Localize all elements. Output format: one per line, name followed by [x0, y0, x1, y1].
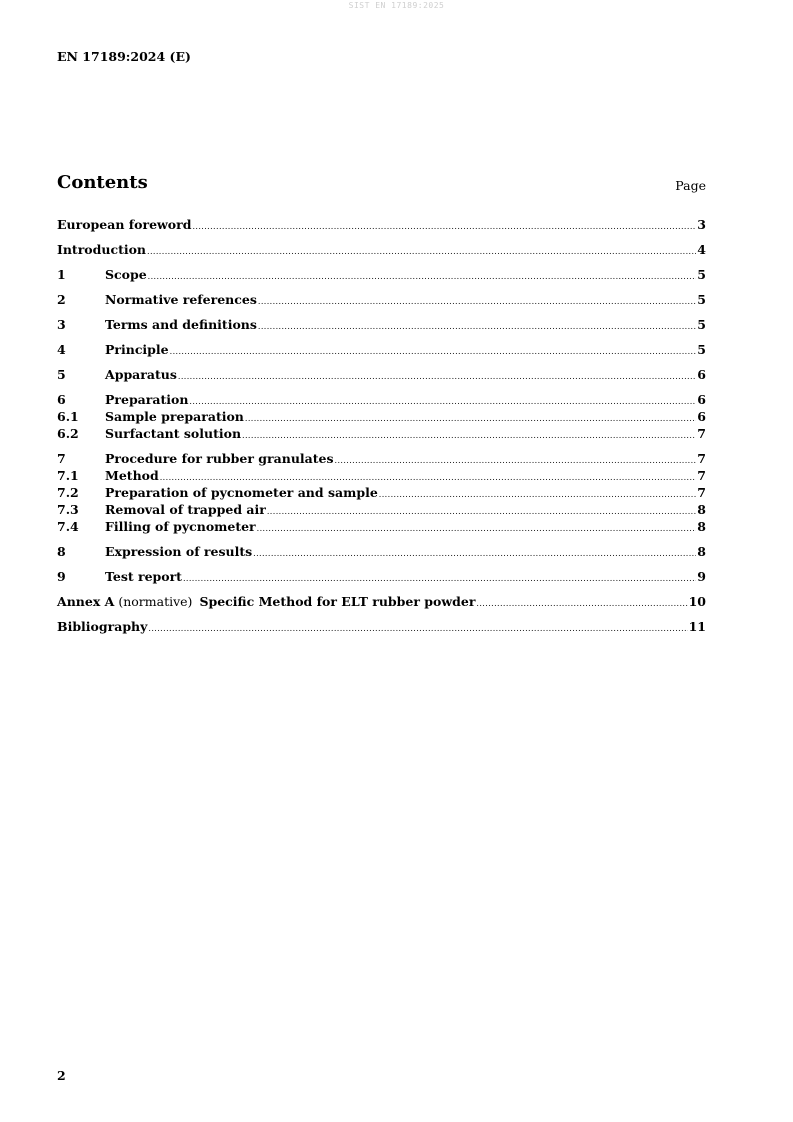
toc-entry-7-4[interactable]	[57, 518, 706, 535]
toc-entry-title: Introduction	[57, 242, 147, 257]
toc-entry-6-1[interactable]	[57, 408, 706, 425]
toc-entry-page: 7	[697, 485, 706, 500]
toc-entry-title: Expression of results	[105, 544, 253, 559]
dot-leader	[335, 452, 697, 469]
toc-entry-number: 7.2	[57, 485, 79, 500]
toc-entry-title: Filling of pycnometer	[105, 519, 256, 534]
toc-entry-number: 1	[57, 267, 66, 282]
document-id: EN 17189:2024 (E)	[57, 49, 191, 64]
toc-entry-title: Apparatus	[105, 367, 177, 382]
toc-entry-number: 9	[57, 569, 66, 584]
toc-entry-9[interactable]	[57, 568, 706, 585]
toc-entry-number: 6	[57, 392, 66, 407]
toc-entry-5[interactable]	[57, 366, 706, 383]
dot-leader	[189, 393, 696, 410]
toc-entry-title: Scope	[105, 267, 147, 282]
toc-entry-page: 6	[697, 409, 706, 424]
toc-entry-1[interactable]	[57, 266, 706, 283]
toc-entry-title: Specific Method for ELT rubber powder	[199, 594, 476, 609]
toc-entry-7[interactable]	[57, 450, 706, 467]
annex-type: (normative)	[118, 594, 193, 609]
toc-entry-page: 4	[697, 242, 706, 257]
toc-entry-page: 8	[697, 519, 706, 534]
toc-entry-number: 7	[57, 451, 66, 466]
toc-entry-page: 6	[697, 392, 706, 407]
toc-entry-page: 6	[697, 367, 706, 382]
toc-entry-4[interactable]	[57, 341, 706, 358]
toc-entry-7-3[interactable]	[57, 501, 706, 518]
toc-entry-number: 7.4	[57, 519, 79, 534]
dot-leader	[379, 486, 697, 503]
toc-entry-page: 7	[697, 451, 706, 466]
dot-leader	[242, 427, 696, 444]
toc-entry-title: Principle	[105, 342, 169, 357]
dot-leader	[476, 595, 687, 612]
dot-leader	[147, 243, 696, 260]
toc-entry-number: 2	[57, 292, 66, 307]
toc-entry-title: Test report	[105, 569, 182, 584]
dot-leader	[258, 293, 696, 310]
toc-entry-number: 4	[57, 342, 66, 357]
toc-entry-7-2[interactable]	[57, 484, 706, 501]
toc-entry-number: 7.1	[57, 468, 79, 483]
toc-entry-page: 10	[688, 594, 706, 609]
toc-entry-title: Surfactant solution	[105, 426, 242, 441]
toc-entry-page: 8	[697, 502, 706, 517]
dot-leader	[183, 570, 696, 587]
toc-entry-number: 7.3	[57, 502, 79, 517]
dot-leader	[257, 520, 697, 537]
dot-leader	[258, 318, 696, 335]
toc-entry-7-1[interactable]	[57, 467, 706, 484]
annex-label: Annex A	[57, 594, 115, 609]
dot-leader	[170, 343, 697, 360]
toc-entry-page: 8	[697, 544, 706, 559]
toc-entry-page: 5	[697, 267, 706, 282]
toc-entry-number: 8	[57, 544, 66, 559]
toc-entry-title: Bibliography	[57, 619, 148, 634]
toc-entry-annex-a[interactable]	[57, 593, 706, 610]
dot-leader	[267, 503, 696, 520]
page-column-label: Page	[675, 178, 706, 193]
toc-entry-number: 3	[57, 317, 66, 332]
contents-heading: Contents	[57, 172, 148, 193]
dot-leader	[148, 620, 687, 637]
toc-entry-title: Preparation	[105, 392, 189, 407]
toc-entry-page: 7	[697, 468, 706, 483]
toc-entry-title: Method	[105, 468, 159, 483]
toc-entry-page: 5	[697, 342, 706, 357]
page-number: 2	[57, 1068, 66, 1083]
toc-entry-european-foreword[interactable]	[57, 216, 706, 233]
toc-entry-title: Procedure for rubber granulates	[105, 451, 334, 466]
table-of-contents	[57, 216, 706, 635]
toc-entry-number: 5	[57, 367, 66, 382]
toc-entry-2[interactable]	[57, 291, 706, 308]
toc-entry-number: 6.1	[57, 409, 79, 424]
toc-entry-page: 3	[697, 217, 706, 232]
toc-entry-page: 9	[697, 569, 706, 584]
toc-entry-introduction[interactable]	[57, 241, 706, 258]
toc-entry-title: Normative references	[105, 292, 257, 307]
dot-leader	[245, 410, 696, 427]
toc-entry-number: 6.2	[57, 426, 79, 441]
toc-entry-title: Sample preparation	[105, 409, 244, 424]
watermark: SIST EN 17189:2025	[348, 1, 445, 10]
toc-entry-page: 5	[697, 317, 706, 332]
dot-leader	[178, 368, 696, 385]
toc-entry-8[interactable]	[57, 543, 706, 560]
toc-entry-title: Removal of trapped air	[105, 502, 266, 517]
toc-entry-bibliography[interactable]	[57, 618, 706, 635]
dot-leader	[148, 268, 697, 285]
toc-entry-title: European foreword	[57, 217, 192, 232]
toc-entry-page: 11	[688, 619, 706, 634]
dot-leader	[253, 545, 696, 562]
toc-entry-title: Terms and definitions	[105, 317, 257, 332]
toc-entry-6[interactable]	[57, 391, 706, 408]
dot-leader	[192, 218, 696, 235]
toc-entry-page: 5	[697, 292, 706, 307]
toc-entry-6-2[interactable]	[57, 425, 706, 442]
toc-entry-page: 7	[697, 426, 706, 441]
toc-entry-3[interactable]	[57, 316, 706, 333]
toc-entry-title: Preparation of pycnometer and sample	[105, 485, 378, 500]
